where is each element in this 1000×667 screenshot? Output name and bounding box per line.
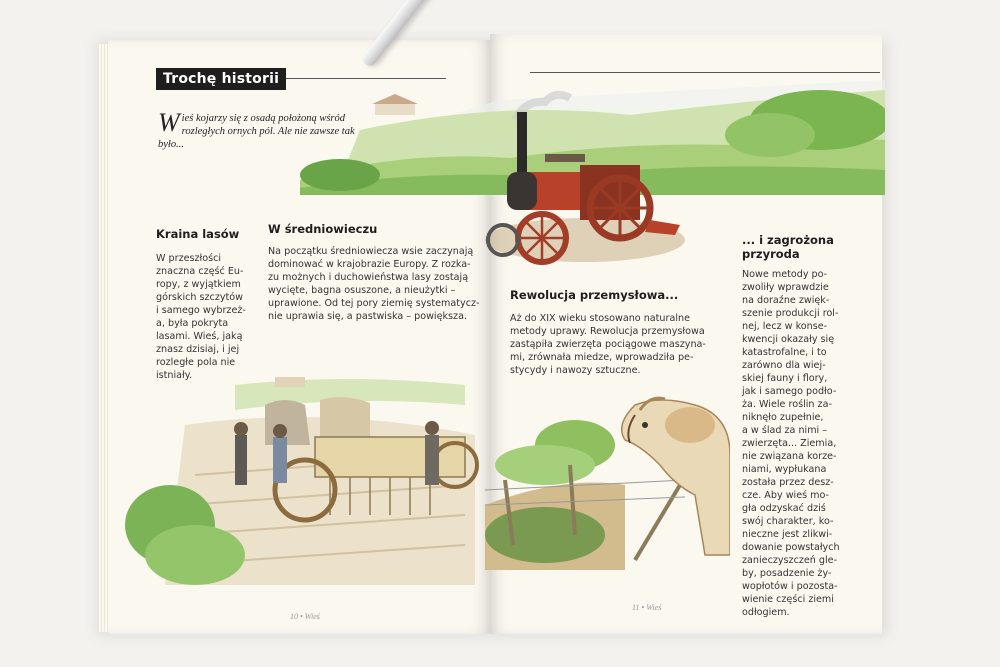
text-kraina-lasow: W przeszłości znaczna część Eu- ropy, z wyjątkiem górskich szczytów i samego wybrzeż- a, była pokryta lasami. Wieś, jaką znasz dzisiaj, i jej rozległe pola nie istniały. (156, 253, 246, 381)
heading-zagrozona-przyroda: ... i zagrożona przyroda (742, 233, 834, 261)
page-number-left: 10 • Wieś (290, 612, 320, 621)
heading-rewolucja: Rewolucja przemysłowa... (510, 288, 679, 302)
text-zagrozona-przyroda: Nowe metody po- zwoliły wprawdzie na doraźne zwięk- szenie produkcji rol- nej, lecz w konse- kwencji okazały się katastrofalne, i to zarówno dla wiej- skiej fauny i flory, jak i samego podło- ża. Wiele roślin za- niknęło zupełnie, a w ślad za nimi – zwierzęta... Ziemia, nie związana korze- niami, wypłukana została przez desz- cze. Aby wieś mo- gła odzyskać dziś swój charakter, ko- nieczne jest zlikwi- dowanie powstałych zanieczyszczeń gle- by, posadzenie ży- wopłotów i pozosta- wienie części ziemi odłogiem. (742, 269, 840, 618)
heading-sredniowiecze: W średniowieczu (268, 222, 378, 236)
heading-kraina-lasow: Kraina lasów (156, 227, 240, 241)
intro-dropcap: W (158, 108, 180, 137)
cow-illustration (485, 385, 730, 570)
seed-drill-illustration (125, 365, 485, 595)
text-sredniowiecze: Na początku średniowiecza wsie zaczynają dominować w krajobrazie Europy. Z rozka- zu możnych i duchowieństwa lasy zostają wycięte, bagna osuszone, a nieużytki – uprawione. Od tej pory ziemię systematycz- nie uprawia się, a pastwiska – powiększa. (268, 246, 480, 322)
section-title: Trochę historii (156, 68, 286, 90)
page-number-right: 11 • Wieś (632, 603, 662, 612)
header-rule-right (530, 72, 880, 73)
text-rewolucja: Aż do XIX wieku stosowano naturalne metody uprawy. Rewolucja przemysłowa zastąpiła zwierzęta pociągowe maszyna- mi, zrównała miedze, wprowadziła pe- stycydy i nawozy sztuczne. (510, 313, 706, 376)
intro-paragraph (158, 108, 358, 151)
intro-text: ieś kojarzy się z osadą położoną wśród rozległych ornych pól. Ale nie zawsze tak było... (158, 113, 355, 150)
steam-engine-illustration (485, 90, 685, 270)
